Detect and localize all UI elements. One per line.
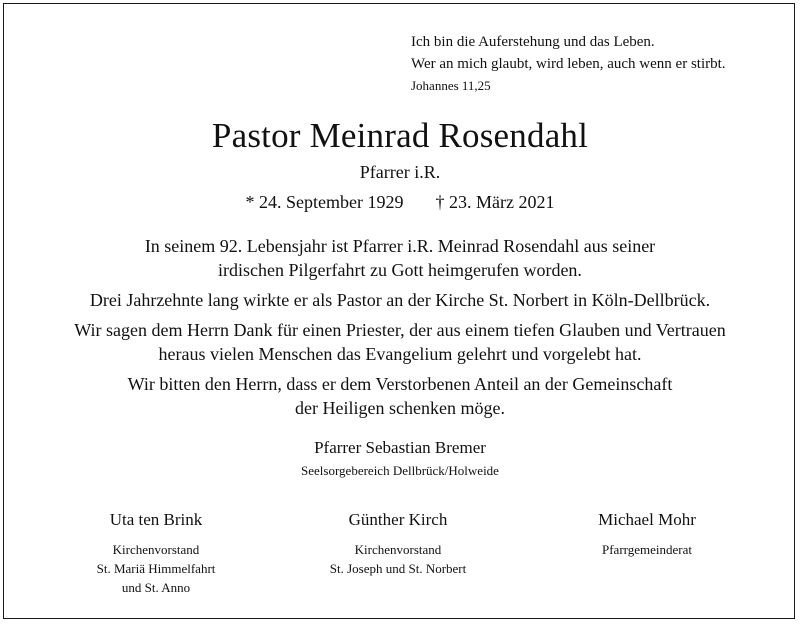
life-dates	[0, 190, 800, 214]
paragraph-death	[20, 234, 780, 282]
paragraph-line: Wir sagen dem Herrn Dank für einen Priester, der aus einem tiefen Glauben und Vertrauen	[74, 320, 726, 340]
birth-date: * 24. September 1929	[245, 192, 404, 212]
bible-quote	[411, 31, 791, 96]
signatory-3	[537, 508, 757, 559]
death-date: † 23. März 2021	[435, 192, 555, 212]
paragraph-prayer	[20, 372, 780, 420]
paragraph-line: der Heiligen schenken möge.	[295, 398, 505, 418]
signatory-pastor-unit: Seelsorgebereich Dellbrück/Holweide	[301, 463, 499, 478]
deceased-title: Pfarrer i.R.	[359, 162, 441, 182]
paragraph-line: Wir bitten den Herrn, dass er dem Verstorbenen Anteil an der Gemeinschaft	[127, 374, 673, 394]
signatory-role: Pfarrgemeinderat	[602, 542, 692, 557]
paragraph-line: In seinem 92. Lebensjahr ist Pfarrer i.R. Meinrad Rosendahl aus seiner	[144, 236, 656, 256]
quote-line-2: Wer an mich glaubt, wird leben, auch wenn er stirbt.	[411, 56, 726, 72]
signatory-name: Uta ten Brink	[109, 510, 203, 529]
paragraph-line: Drei Jahrzehnte lang wirkte er als Pastor an der Kirche St. Norbert in Köln-Dellbrück.	[89, 290, 711, 310]
quote-line-1: Ich bin die Auferstehung und das Leben.	[411, 34, 655, 50]
paragraph-thanks	[20, 318, 780, 366]
signatory-2	[288, 508, 508, 578]
signatory-1	[46, 508, 266, 597]
paragraph-line: heraus vielen Menschen das Evangelium gelehrt und vorgelebt hat.	[158, 344, 642, 364]
paragraph-ministry	[20, 288, 780, 312]
paragraph-line: irdischen Pilgerfahrt zu Gott heimgerufen worden.	[218, 260, 582, 280]
signatory-role: Kirchenvorstand St. Mariä Himmelfahrt und St. Anno	[96, 542, 216, 595]
deceased-name: Pastor Meinrad Rosendahl	[211, 116, 589, 155]
signatory-role: Kirchenvorstand St. Joseph und St. Norbert	[329, 542, 467, 576]
signatory-name: Michael Mohr	[598, 510, 696, 529]
quote-reference: Johannes 11,25	[411, 78, 491, 93]
signatory-pastor-name: Pfarrer Sebastian Bremer	[314, 438, 486, 457]
signatory-name: Günther Kirch	[348, 510, 448, 529]
